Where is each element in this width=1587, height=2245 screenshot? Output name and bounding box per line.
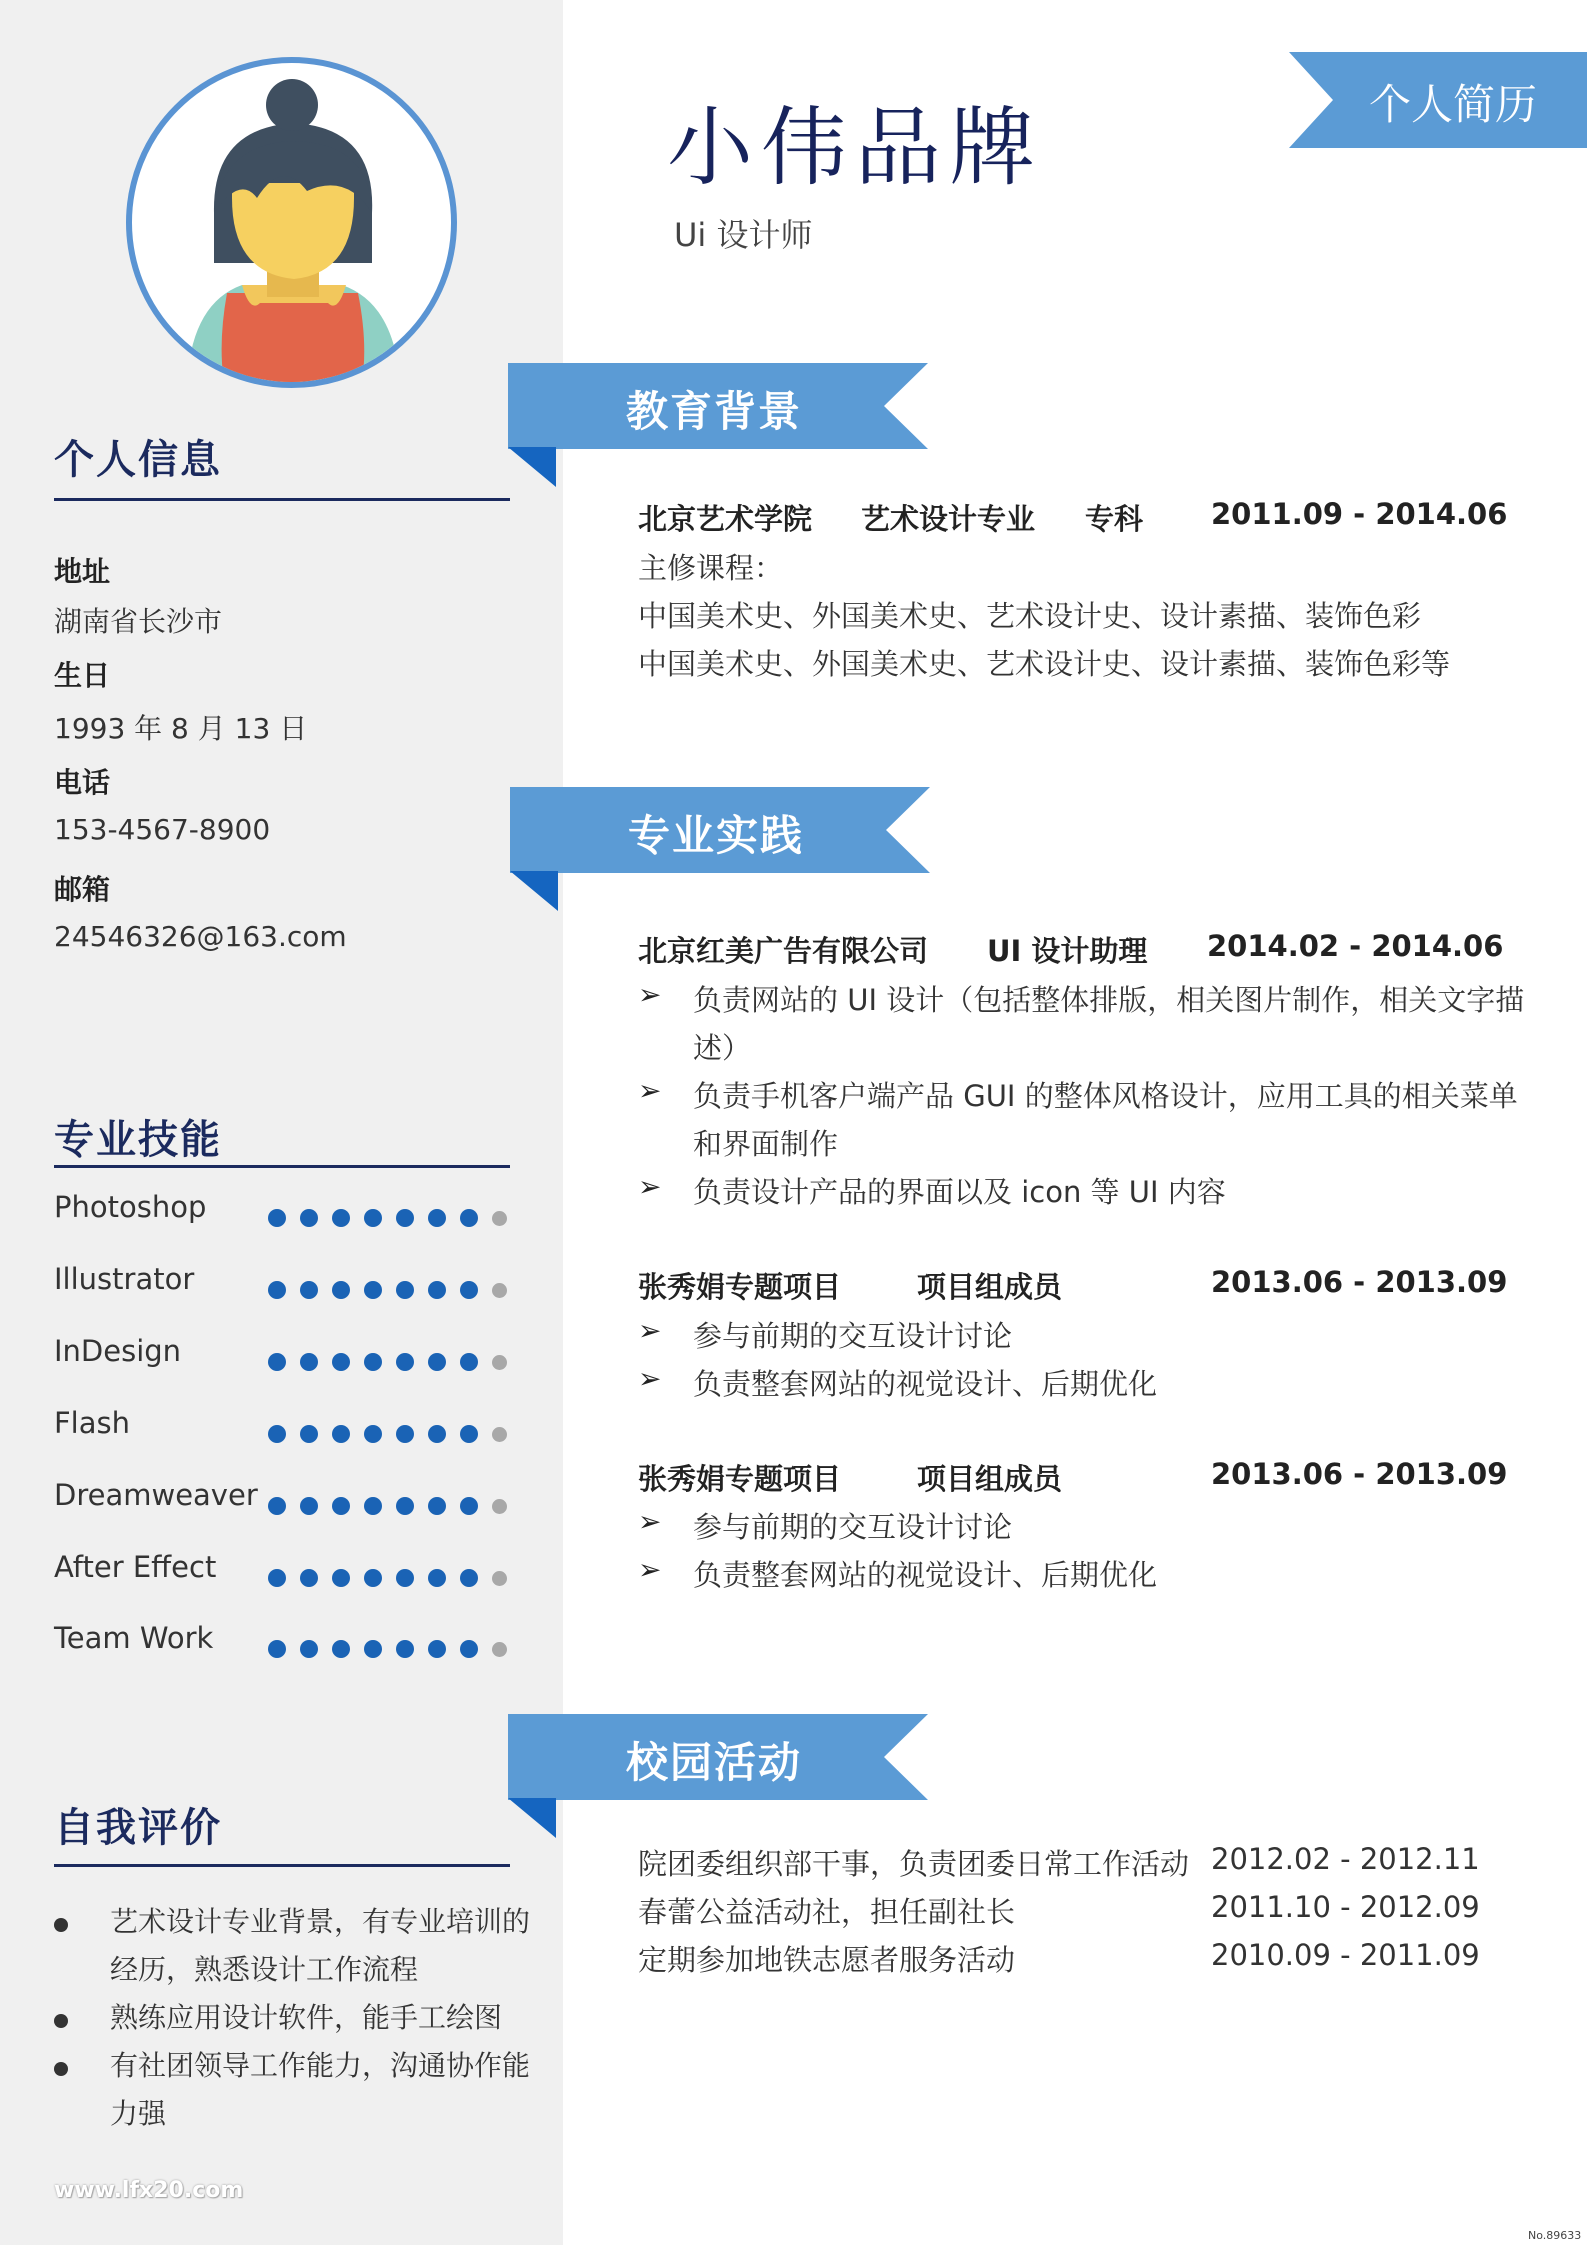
campus-period: 2011.10 - 2012.09 — [1211, 1890, 1480, 1924]
rating-dot-filled — [396, 1281, 414, 1299]
address-value: 湖南省长沙市 — [54, 605, 223, 638]
rating-dot-filled — [300, 1425, 318, 1443]
bullet-icon — [54, 1918, 68, 1932]
rating-dot-filled — [332, 1209, 350, 1227]
rating-dot-filled — [396, 1640, 414, 1658]
rating-dot-empty — [492, 1283, 507, 1298]
duty-line: 参与前期的交互设计讨论 — [693, 1319, 1013, 1353]
skill-name: Illustrator — [54, 1262, 195, 1296]
avatar — [126, 57, 457, 388]
rating-dot-filled — [460, 1569, 478, 1587]
resume-tag-label: 个人简历 — [1369, 80, 1538, 129]
campus-activity: 院团委组织部干事，负责团委日常工作活动 — [638, 1847, 1190, 1881]
rating-dot-filled — [428, 1425, 446, 1443]
practice-banner — [510, 787, 930, 873]
rating-dot-filled — [396, 1497, 414, 1515]
job-period: 2014.02 - 2014.06 — [1207, 929, 1504, 963]
job-title: UI 设计助理 — [987, 934, 1148, 968]
rating-dot-filled — [332, 1281, 350, 1299]
bullet-icon — [54, 2014, 68, 2028]
rating-dot-filled — [460, 1281, 478, 1299]
rating-dot-filled — [364, 1425, 382, 1443]
self-eval-item: 熟练应用设计软件，能手工绘图 — [54, 1994, 554, 2042]
rating-dot-filled — [300, 1569, 318, 1587]
document-number: No.89633 — [1528, 2229, 1582, 2242]
skill-name: Photoshop — [54, 1190, 207, 1224]
courses-line: 中国美术史、外国美术史、艺术设计史、设计素描、装饰色彩 — [638, 599, 1422, 633]
rating-dot-filled — [364, 1209, 382, 1227]
website-watermark: www.lfx20.com — [54, 2178, 244, 2203]
skill-name: InDesign — [54, 1334, 182, 1368]
rating-dot-filled — [396, 1569, 414, 1587]
skill-name: Dreamweaver — [54, 1478, 258, 1512]
campus-period: 2012.02 - 2012.11 — [1211, 1842, 1480, 1876]
skill-name: Flash — [54, 1406, 130, 1440]
birthday-value: 1993 年 8 月 13 日 — [54, 712, 308, 745]
duty-line: 负责设计产品的界面以及 icon 等 UI 内容 — [693, 1175, 1226, 1209]
education-period: 2011.09 - 2014.06 — [1211, 497, 1508, 531]
rating-dot-filled — [332, 1497, 350, 1515]
rating-dot-filled — [332, 1569, 350, 1587]
ribbon-fold — [508, 1798, 556, 1838]
rating-dot-filled — [300, 1497, 318, 1515]
phone-value: 153-4567-8900 — [54, 813, 271, 846]
self-eval-item: 艺术设计专业背景，有专业培训的 经历，熟悉设计工作流程 — [54, 1898, 554, 1994]
rating-dot-filled — [428, 1281, 446, 1299]
rating-dot-filled — [428, 1569, 446, 1587]
project-period: 2013.06 - 2013.09 — [1211, 1457, 1508, 1491]
skill-rating — [268, 1496, 507, 1516]
duty-line: 负责手机客户端产品 GUI 的整体风格设计，应用工具的相关菜单 — [693, 1079, 1518, 1113]
rating-dot-filled — [332, 1353, 350, 1371]
personal-info-heading: 个人信息 — [54, 437, 222, 483]
rating-dot-filled — [300, 1640, 318, 1658]
arrow-bullet-icon: ➢ — [638, 1074, 662, 1107]
project-title: 项目组成员 — [917, 1462, 1063, 1496]
rating-dot-empty — [492, 1427, 507, 1442]
skill-rating — [268, 1639, 507, 1659]
email-value: 24546326@163.com — [54, 920, 347, 953]
rating-dot-filled — [332, 1640, 350, 1658]
rating-dot-filled — [396, 1353, 414, 1371]
skill-name: After Effect — [54, 1550, 217, 1584]
rating-dot-filled — [460, 1425, 478, 1443]
courses-label: 主修课程： — [638, 551, 784, 585]
arrow-bullet-icon: ➢ — [638, 1314, 662, 1347]
campus-banner — [508, 1714, 928, 1800]
project-name: 张秀娟专题项目 — [638, 1462, 842, 1496]
ribbon-fold — [510, 871, 558, 911]
rating-dot-filled — [268, 1569, 286, 1587]
school-name: 北京艺术学院 — [638, 502, 813, 536]
campus-activity: 定期参加地铁志愿者服务活动 — [638, 1943, 1016, 1977]
rating-dot-filled — [268, 1640, 286, 1658]
skill-rating — [268, 1568, 507, 1588]
arrow-bullet-icon: ➢ — [638, 978, 662, 1011]
arrow-bullet-icon: ➢ — [638, 1170, 662, 1203]
skill-rating — [268, 1208, 507, 1228]
rating-dot-filled — [332, 1425, 350, 1443]
rating-dot-empty — [492, 1642, 507, 1657]
rating-dot-filled — [428, 1209, 446, 1227]
rating-dot-filled — [460, 1209, 478, 1227]
rating-dot-filled — [300, 1353, 318, 1371]
rating-dot-filled — [364, 1569, 382, 1587]
rating-dot-filled — [268, 1497, 286, 1515]
company-name: 北京红美广告有限公司 — [638, 934, 929, 968]
rating-dot-empty — [492, 1571, 507, 1586]
birthday-label: 生日 — [54, 659, 111, 692]
rating-dot-filled — [364, 1281, 382, 1299]
resume-tag — [1289, 52, 1587, 148]
campus-period: 2010.09 - 2011.09 — [1211, 1938, 1480, 1972]
project-period: 2013.06 - 2013.09 — [1211, 1265, 1508, 1299]
rating-dot-empty — [492, 1355, 507, 1370]
rating-dot-empty — [492, 1211, 507, 1226]
rating-dot-filled — [460, 1497, 478, 1515]
skills-divider — [54, 1165, 510, 1168]
skill-rating — [268, 1280, 507, 1300]
rating-dot-empty — [492, 1499, 507, 1514]
duty-line: 述） — [693, 1031, 752, 1065]
degree: 专科 — [1085, 502, 1144, 536]
rating-dot-filled — [268, 1425, 286, 1443]
rating-dot-filled — [428, 1353, 446, 1371]
rating-dot-filled — [428, 1497, 446, 1515]
rating-dot-filled — [268, 1281, 286, 1299]
education-banner — [508, 363, 928, 449]
rating-dot-filled — [268, 1353, 286, 1371]
education-heading: 教育背景 — [626, 387, 803, 436]
major: 艺术设计专业 — [861, 502, 1036, 536]
rating-dot-filled — [460, 1640, 478, 1658]
ribbon-fold — [508, 447, 556, 487]
duty-line: 负责整套网站的视觉设计、后期优化 — [693, 1367, 1158, 1401]
arrow-bullet-icon: ➢ — [638, 1553, 662, 1586]
skills-heading: 专业技能 — [54, 1117, 222, 1163]
email-label: 邮箱 — [54, 873, 111, 906]
person-avatar-icon — [132, 63, 451, 382]
duty-line: 负责整套网站的视觉设计、后期优化 — [693, 1558, 1158, 1592]
rating-dot-filled — [396, 1425, 414, 1443]
candidate-name: 小伟品牌 — [667, 98, 1043, 198]
rating-dot-filled — [300, 1281, 318, 1299]
rating-dot-filled — [396, 1209, 414, 1227]
rating-dot-filled — [460, 1353, 478, 1371]
self-eval-divider — [54, 1864, 510, 1867]
rating-dot-filled — [364, 1497, 382, 1515]
rating-dot-filled — [364, 1353, 382, 1371]
arrow-bullet-icon: ➢ — [638, 1362, 662, 1395]
skill-name: Team Work — [54, 1621, 214, 1655]
campus-activity: 春蕾公益活动社，担任副社长 — [638, 1895, 1016, 1929]
project-title: 项目组成员 — [917, 1270, 1063, 1304]
duty-line: 参与前期的交互设计讨论 — [693, 1510, 1013, 1544]
rating-dot-filled — [268, 1209, 286, 1227]
self-eval-heading: 自我评价 — [54, 1805, 222, 1851]
self-eval-item: 有社团领导工作能力，沟通协作能 力强 — [54, 2042, 554, 2138]
address-label: 地址 — [54, 555, 111, 588]
practice-heading: 专业实践 — [628, 811, 805, 860]
skill-rating — [268, 1424, 507, 1444]
skill-rating — [268, 1352, 507, 1372]
campus-heading: 校园活动 — [626, 1738, 803, 1787]
duty-line: 负责网站的 UI 设计（包括整体排版，相关图片制作，相关文字描 — [693, 983, 1525, 1017]
bullet-icon — [54, 2062, 68, 2076]
rating-dot-filled — [300, 1209, 318, 1227]
project-name: 张秀娟专题项目 — [638, 1270, 842, 1304]
arrow-bullet-icon: ➢ — [638, 1505, 662, 1538]
courses-line: 中国美术史、外国美术史、艺术设计史、设计素描、装饰色彩等 — [638, 647, 1451, 681]
rating-dot-filled — [364, 1640, 382, 1658]
phone-label: 电话 — [54, 766, 111, 799]
rating-dot-filled — [428, 1640, 446, 1658]
duty-line: 和界面制作 — [693, 1127, 839, 1161]
candidate-role: Ui 设计师 — [674, 216, 813, 254]
personal-info-divider — [54, 498, 510, 501]
